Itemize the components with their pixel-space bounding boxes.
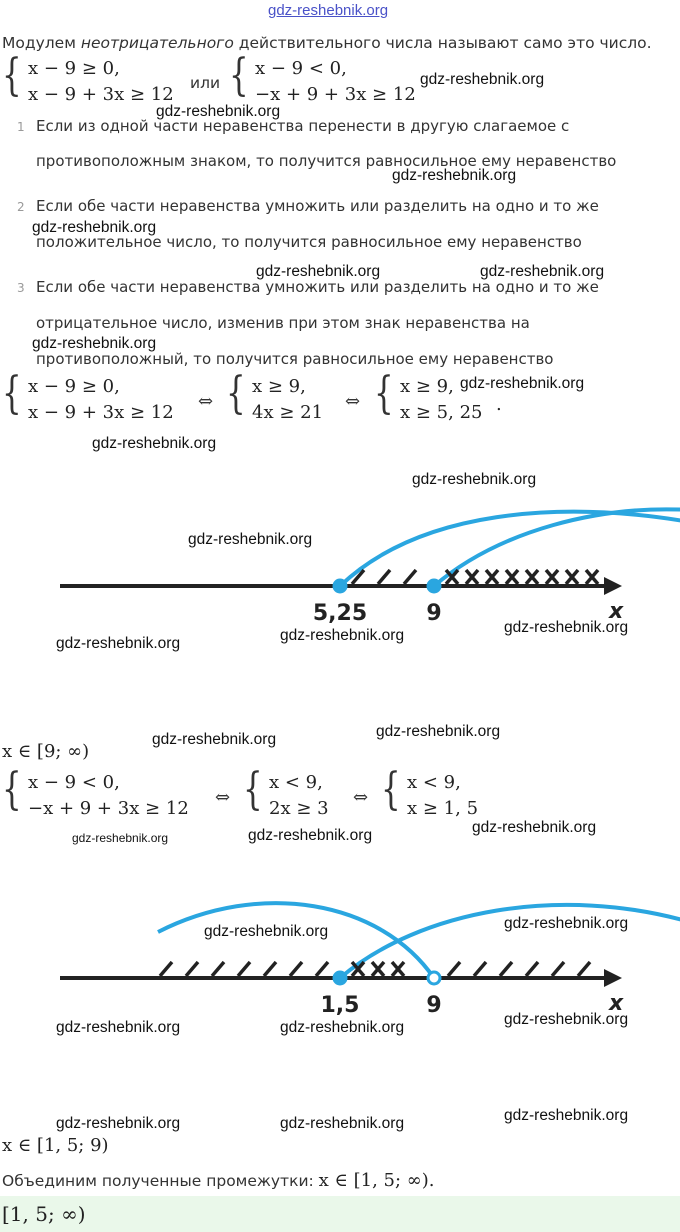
watermark: gdz-reshebnik.org bbox=[376, 723, 501, 740]
case1-s1-line2: x − 9 + 3x ≥ 12 bbox=[28, 402, 174, 423]
hatch-mark bbox=[160, 962, 172, 976]
definition-prefix: Модулем bbox=[2, 34, 81, 52]
hatch-mark bbox=[264, 962, 276, 976]
watermark: gdz-reshebnik.org bbox=[152, 731, 277, 748]
interval-point bbox=[334, 972, 346, 984]
watermark: gdz-reshebnik.org bbox=[156, 103, 281, 120]
system1-right-line2: −x + 9 + 3x ≥ 12 bbox=[255, 84, 416, 105]
hatch-mark bbox=[500, 962, 512, 976]
system1-left-line1: x − 9 ≥ 0, bbox=[28, 58, 120, 79]
rule-line: противоположный, то получится равносильное ему неравенство bbox=[36, 350, 554, 368]
brace: { bbox=[243, 764, 263, 815]
system1-right-line1: x − 9 < 0, bbox=[255, 58, 347, 79]
union-math: x ∈ [1, 5; ∞). bbox=[318, 1170, 435, 1191]
watermark: gdz-reshebnik.org bbox=[32, 219, 157, 236]
hatch-mark bbox=[316, 962, 328, 976]
case2-s3-line1: x < 9, bbox=[407, 772, 461, 793]
watermark: gdz-reshebnik.org bbox=[280, 627, 405, 644]
case2-s1-line1: x − 9 < 0, bbox=[28, 772, 120, 793]
number-line-2 bbox=[0, 890, 680, 1020]
brace: { bbox=[2, 50, 22, 101]
hatch-mark bbox=[474, 962, 486, 976]
interval-point bbox=[428, 972, 440, 984]
interval-point bbox=[428, 580, 440, 592]
equiv-symbol: ⇔ bbox=[215, 787, 231, 808]
watermark: gdz-reshebnik.org bbox=[280, 1019, 405, 1036]
hatch-mark bbox=[212, 962, 224, 976]
watermark: gdz-reshebnik.org bbox=[480, 263, 605, 280]
case1-s2-line1: x ≥ 9, bbox=[252, 376, 306, 397]
interval-point bbox=[334, 580, 346, 592]
watermark: gdz-reshebnik.org bbox=[204, 923, 329, 940]
union-line bbox=[2, 1170, 435, 1191]
answer-box bbox=[0, 1196, 680, 1232]
case1-s3-line1: x ≥ 9, bbox=[400, 376, 454, 397]
equiv-symbol: ⇔ bbox=[353, 787, 369, 808]
hatch-mark bbox=[448, 962, 460, 976]
equiv-symbol: ⇔ bbox=[198, 391, 214, 412]
result-2: x ∈ [1, 5; 9) bbox=[2, 1135, 109, 1156]
case2-s2-line1: x < 9, bbox=[269, 772, 323, 793]
result-1: x ∈ [9; ∞) bbox=[2, 741, 90, 762]
brace: { bbox=[2, 368, 22, 419]
brace: { bbox=[229, 50, 249, 101]
axis-label: x bbox=[609, 599, 624, 624]
watermark: gdz-reshebnik.org bbox=[420, 71, 545, 88]
hatch-mark bbox=[578, 962, 590, 976]
rule-number: 1 bbox=[17, 120, 25, 134]
brace: { bbox=[226, 368, 246, 419]
hatch-mark bbox=[290, 962, 302, 976]
axis-arrow bbox=[604, 969, 622, 987]
point-label: 9 bbox=[426, 993, 442, 1018]
brace: { bbox=[374, 368, 394, 419]
case2-s1-line2: −x + 9 + 3x ≥ 12 bbox=[28, 798, 189, 819]
rule-number: 3 bbox=[17, 281, 25, 295]
rule-line: положительное число, то получится равносильное ему неравенство bbox=[36, 233, 582, 251]
hatch-group bbox=[352, 570, 598, 584]
rule-line: Если обе части неравенства умножить или разделить на одно и то же bbox=[36, 197, 599, 215]
hatch-mark bbox=[238, 962, 250, 976]
hatch-mark bbox=[526, 962, 538, 976]
system1-left-line2: x − 9 + 3x ≥ 12 bbox=[28, 84, 174, 105]
rule-line: отрицательное число, изменив при этом знак неравенства на bbox=[36, 314, 530, 332]
watermark: gdz-reshebnik.org bbox=[92, 435, 217, 452]
site-header[interactable]: gdz-reshebnik.org bbox=[268, 2, 389, 19]
case1-end-dot: . bbox=[496, 394, 502, 415]
case1-s2-line2: 4x ≥ 21 bbox=[252, 402, 324, 423]
watermark: gdz-reshebnik.org bbox=[412, 471, 537, 488]
point-label: 9 bbox=[426, 601, 442, 626]
watermark: gdz-reshebnik.org bbox=[56, 1019, 181, 1036]
watermark: gdz-reshebnik.org bbox=[256, 263, 381, 280]
brace: { bbox=[2, 764, 22, 815]
point-label: 5,25 bbox=[312, 601, 368, 626]
watermark: gdz-reshebnik.org bbox=[56, 635, 181, 652]
case2-s2-line2: 2x ≥ 3 bbox=[269, 798, 329, 819]
rule-number: 2 bbox=[17, 200, 25, 214]
hatch-mark bbox=[186, 962, 198, 976]
watermark: gdz-reshebnik.org bbox=[56, 1115, 181, 1132]
hatch-mark bbox=[378, 570, 390, 584]
watermark: gdz-reshebnik.org bbox=[392, 167, 517, 184]
rule-line: Если обе части неравенства умножить или разделить на одно и то же bbox=[36, 278, 599, 296]
watermark: gdz-reshebnik.org bbox=[504, 619, 629, 636]
case1-s1-line1: x − 9 ≥ 0, bbox=[28, 376, 120, 397]
watermark: gdz-reshebnik.org bbox=[472, 819, 597, 836]
watermark: gdz-reshebnik.org bbox=[460, 375, 585, 392]
watermark: gdz-reshebnik.org bbox=[72, 831, 169, 845]
equiv-symbol: ⇔ bbox=[345, 391, 361, 412]
watermark: gdz-reshebnik.org bbox=[504, 1011, 629, 1028]
answer-value: [1, 5; ∞) bbox=[2, 1202, 86, 1226]
axis-arrow bbox=[604, 577, 622, 595]
rule-line: Если из одной части неравенства перенести в другую слагаемое с bbox=[36, 117, 570, 135]
definition-emphasis: неотрицательного bbox=[80, 34, 234, 52]
case2-s3-line2: x ≥ 1, 5 bbox=[407, 798, 479, 819]
watermark: gdz-reshebnik.org bbox=[280, 1115, 405, 1132]
point-label: 1,5 bbox=[320, 993, 360, 1018]
number-line-1 bbox=[0, 500, 680, 630]
watermark: gdz-reshebnik.org bbox=[188, 531, 313, 548]
union-text: Объединим полученные промежутки: bbox=[2, 1172, 319, 1190]
watermark: gdz-reshebnik.org bbox=[32, 335, 157, 352]
definition bbox=[2, 34, 652, 52]
hatch-mark bbox=[404, 570, 416, 584]
hatch-mark bbox=[552, 962, 564, 976]
hatch-group bbox=[160, 962, 590, 976]
axis-label: x bbox=[609, 991, 624, 1016]
system1-connector: или bbox=[190, 74, 221, 92]
watermark: gdz-reshebnik.org bbox=[504, 1107, 629, 1124]
definition-suffix: действительного числа называют само это число. bbox=[233, 34, 652, 52]
watermark: gdz-reshebnik.org bbox=[248, 827, 373, 844]
brace: { bbox=[381, 764, 401, 815]
watermark: gdz-reshebnik.org bbox=[504, 915, 629, 932]
case1-s3-line2: x ≥ 5, 25 bbox=[400, 402, 483, 423]
rule-line: противоположным знаком, то получится равносильное ему неравенство bbox=[36, 152, 617, 170]
